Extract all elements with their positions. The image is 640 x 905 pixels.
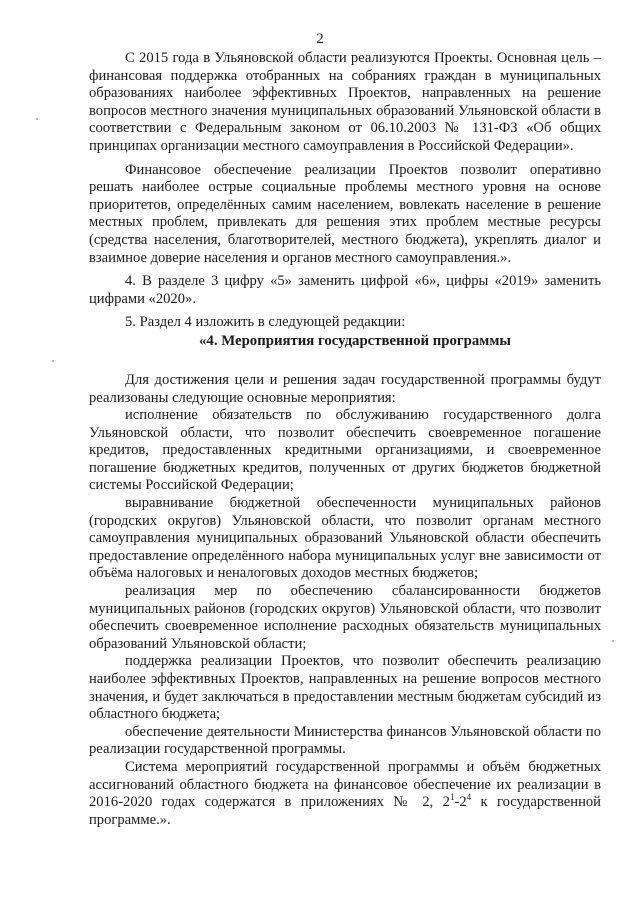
- page-number: 2: [316, 31, 324, 47]
- paragraph-financial-support: Финансовое обеспечение реализации Проектов позволит оперативно решать наиболее острые социальные проблемы местного уровня на основе приоритетов, определённых самим населением, вовлекать население в решение местных проблем, привлекать для решения этих проблем местные ресурсы (средства населения, благотворителей, местного бюджета), укреплять диалог и взаимное доверие населения и органов местного самоуправления.».: [89, 161, 601, 266]
- measure-projects-support: поддержка реализации Проектов, что позволит обеспечить реализацию наиболее эффективных Проектов, направленных на решение вопросов местного значения, и будет заключаться в предоставлении местным бюджетам субсидий из областного бюджета;: [89, 653, 601, 723]
- closing-text-start: Система мероприятий государственной программы и объём бюджетных ассигнований областного бюджета на финансовое обеспечение их реализации в 2016-2020 годах содержатся в приложениях № 2, 2: [89, 758, 601, 811]
- closing-dash: -2: [454, 794, 467, 811]
- closing-text-end: к государственной программе.».: [89, 794, 601, 828]
- paragraph-amendment-4: 4. В разделе 3 цифру «5» заменить цифрой «6», цифры «2019» заменить цифрами «2020».: [89, 273, 601, 307]
- paragraph-closing: [89, 759, 601, 829]
- paragraph-projects-intro: С 2015 года в Ульяновской области реализуются Проекты. Основная цель – финансовая поддержка отобранных на собраниях граждан в муниципальных образованиях наиболее эффективных Проектов, направленных на решение вопросов местного значения муниципальных образований Ульяновской области в соответствии с Федеральным законом от 06.10.2003 № 131-ФЗ «Об общих принципах организации местного самоуправления в Российской Федерации».: [89, 50, 601, 154]
- scan-speck: [52, 360, 54, 362]
- heading-spacer: [89, 350, 601, 372]
- scan-speck: [36, 118, 38, 120]
- scan-speck: [612, 640, 614, 642]
- document-body: [89, 50, 601, 829]
- measure-ministry-activity: обеспечение деятельности Министерства финансов Ульяновской области по реализации государственной программы.: [89, 723, 601, 758]
- measure-balance: реализация мер по обеспечению сбалансированности бюджетов муниципальных районов (городских округов) Ульяновской области, что позволит обеспечить своевременное исполнение расходных обязательств муниципальных образований Ульяновской области;: [89, 583, 601, 652]
- measure-equalization: выравнивание бюджетной обеспеченности муниципальных районов (городских округов) Ульяновской области, что позволит органам местного самоуправления муниципальных образований Ульяновской области обеспечить предоставление определённого набора муниципальных услуг вне зависимости от объёма налоговых и неналоговых доходов местных бюджетов;: [89, 495, 601, 582]
- section-heading: «4. Мероприятия государственной программы: [199, 332, 511, 349]
- superscript-4: 4: [466, 792, 472, 803]
- section-intro: Для достижения цели и решения задач государственной программы будут реализованы следующие основные мероприятия:: [89, 371, 601, 406]
- measure-debt-service: исполнение обязательств по обслуживанию государственного долга Ульяновской области, что позволит обеспечить своевременное погашение кредитов, предоставленных кредитными организациями, и своевременное погашение бюджетных кредитов, полученных от других бюджетов бюджетной системы Российской Федерации;: [89, 407, 601, 494]
- superscript-1: 1: [449, 792, 455, 803]
- paragraph-amendment-5: 5. Раздел 4 изложить в следующей редакции:: [125, 314, 406, 331]
